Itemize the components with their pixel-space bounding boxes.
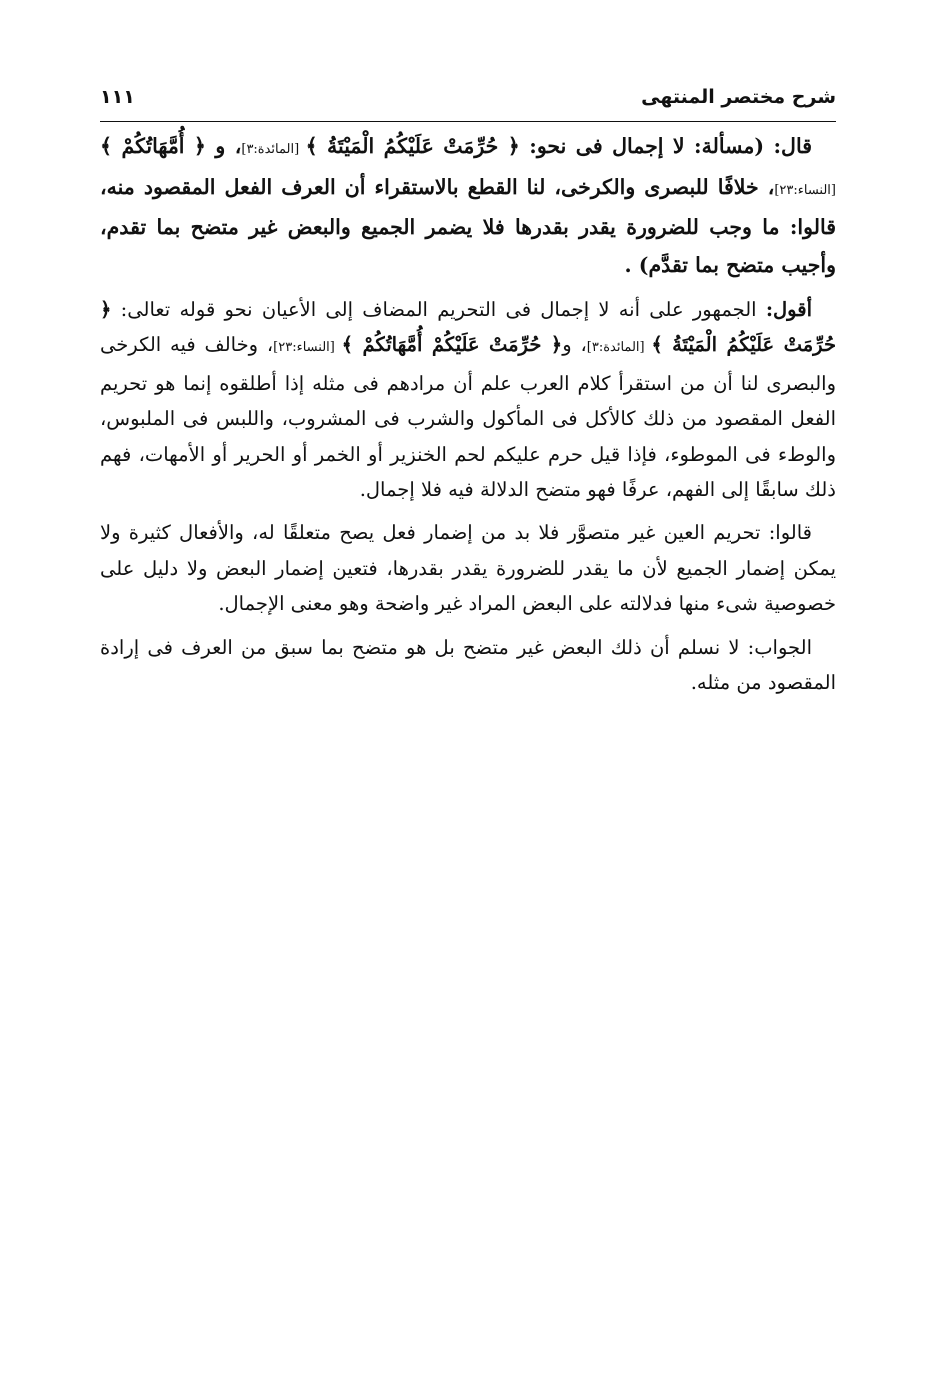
text-segment: ، خلافًا للبصرى والكرخى، لنا القطع بالاستقراء أن العرف الفعل المقصود منه، قالوا: ما وجب للضرورة يقدر بقدرها فلا يضمر الجميع والبعض غير متضح بما تقدم، وأجيب متضح بما تقدَّم) . (100, 174, 836, 277)
verse-reference: [النساء:٢٣] (273, 340, 342, 356)
answer-paragraph (100, 630, 836, 701)
text-segment: ، و (205, 134, 242, 158)
text-segment: ، وخالف فيه الكرخى والبصرى لنا أن من استقرأ كلام العرب علم أن مرادهم فى مثله إذا أطلقوه إنما هو تحريم الفعل المقصود من ذلك كالأكل فى المأكول والشرب فى المشروب، واللبس فى الملبوس، والوطء فى الموطوء، فإذا قيل حرم عليكم لحم الخنزير أو الخمر أو الحرير أو الأمهات، فهم ذلك سابقًا إلى الفهم، عرفًا فهو متضح الدلالة فيه فلا إجمال. (100, 333, 836, 502)
body-text (100, 128, 836, 708)
text-segment: الجواب: لا نسلم أن ذلك البعض غير متضح بل هو متضح بما سبق من العرف فى إرادة المقصود من مثله. (100, 635, 836, 695)
text-segment: قال: (مسألة: لا إجمال فى نحو: (519, 134, 813, 158)
quran-verse: ﴿ حُرِّمَتْ عَلَيْكُمُ الْمَيْتَةُ ﴾ (100, 298, 836, 357)
quran-verse: ﴿ حُرِّمَتْ عَلَيْكُمْ أُمَّهَاتُكُمْ ﴾ (341, 333, 563, 357)
running-head (100, 84, 836, 118)
matn-paragraph (100, 128, 836, 284)
quran-verse: ﴿ أُمَّهَاتُكُمْ ﴾ (100, 134, 206, 158)
lead-word: أقول: (765, 298, 812, 321)
header-rule (100, 121, 836, 122)
text-segment: الجمهور على أنه لا إجمال فى التحريم المضاف إلى الأعيان نحو قوله تعالى: (111, 298, 766, 321)
verse-reference: [المائدة:٣] (586, 340, 652, 356)
page-number: ١١١ (100, 86, 135, 108)
verse-reference: [المائدة:٣] (241, 142, 306, 157)
verse-reference: [النساء:٢٣] (774, 182, 836, 198)
commentary-paragraph (100, 292, 836, 507)
objection-paragraph (100, 515, 836, 621)
running-title: شرح مختصر المنتهى (641, 86, 836, 108)
quran-verse: ﴿ حُرِّمَتْ عَلَيْكُمُ الْمَيْتَةُ ﴾ (305, 134, 520, 158)
text-segment: قالوا: تحريم العين غير متصوَّر فلا بد من إضمار فعل يصح متعلقًا له، والأفعال كثيرة ولا يمكن إضمار الجميع لأن ما يقدر للضرورة يقدر بقدرها، فتعين إضمار البعض ولا دليل على خصوصية شىء منها فدلالته على البعض المراد غير واضحة وهو معنى الإجمال. (100, 521, 836, 616)
text-segment: ، و (562, 333, 587, 357)
